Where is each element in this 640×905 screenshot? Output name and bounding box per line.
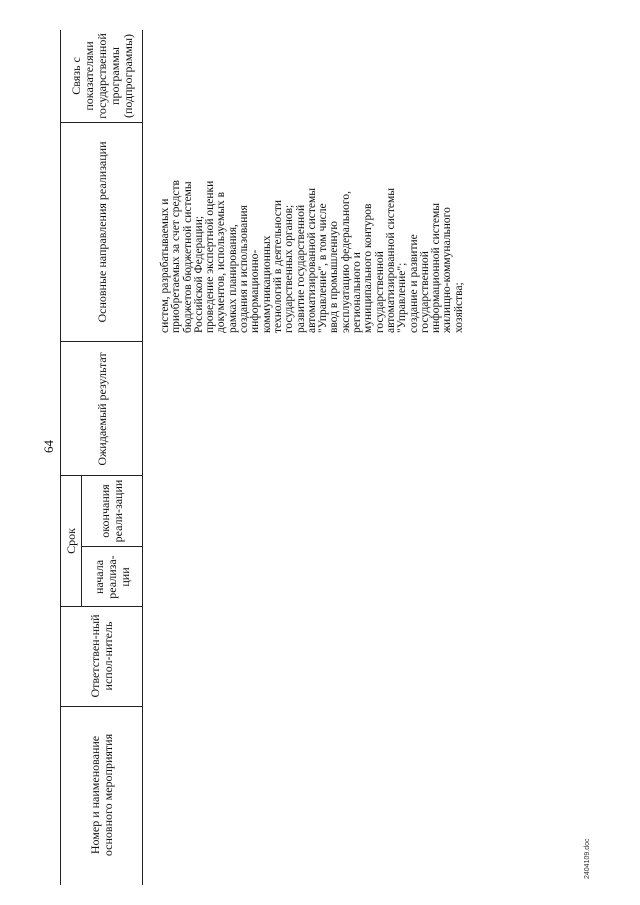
srok-divider (81, 476, 82, 607)
col4-separator (60, 341, 142, 342)
measures-table (60, 30, 600, 885)
table-top-border (60, 30, 61, 885)
header-srok-end: окончания реали-зации (98, 479, 125, 543)
col2-separator (60, 606, 142, 607)
document-code: 2404109.doc (584, 838, 591, 879)
header-responsible: Ответствен-ный испол-нитель (88, 614, 115, 698)
header-bottom-border (142, 30, 143, 885)
header-srok: Срок (63, 528, 78, 554)
col1-separator (60, 706, 142, 707)
header-indicators-link: Связь с показателями государственной программы (подпрограммы) (68, 33, 135, 119)
header-main-directions: Основные направления реализации (94, 141, 109, 323)
page-number: 64 (41, 440, 56, 453)
directions-cell-text: систем, разрабатываемых и приобретаемых за счет средств бюджетов бюджетной системы Российской Федерации; проведение экспертной оценки документов, используемых в рамках планирования, создания и использования информационно- коммуникационных технологий в деятельности государственных органов; развитие государственной автоматизированной системы "Управление", в том числе ввод в промышленную эксплуатацию федерального, регионального и муниципального контуров государственной автоматизированной системы "Управление"; создание и развитие государственной информационной системы жилищно-коммунального хозяйства; (159, 180, 465, 333)
header-expected-result: Ожидаемый результат (94, 352, 109, 466)
header-srok-start: начала реализа-ции (91, 555, 132, 599)
col5-separator (60, 122, 142, 123)
header-number-name: Номер и наименование основного мероприятия (88, 733, 115, 857)
col3-separator (60, 475, 142, 476)
srok-subcol-separator (81, 546, 142, 547)
